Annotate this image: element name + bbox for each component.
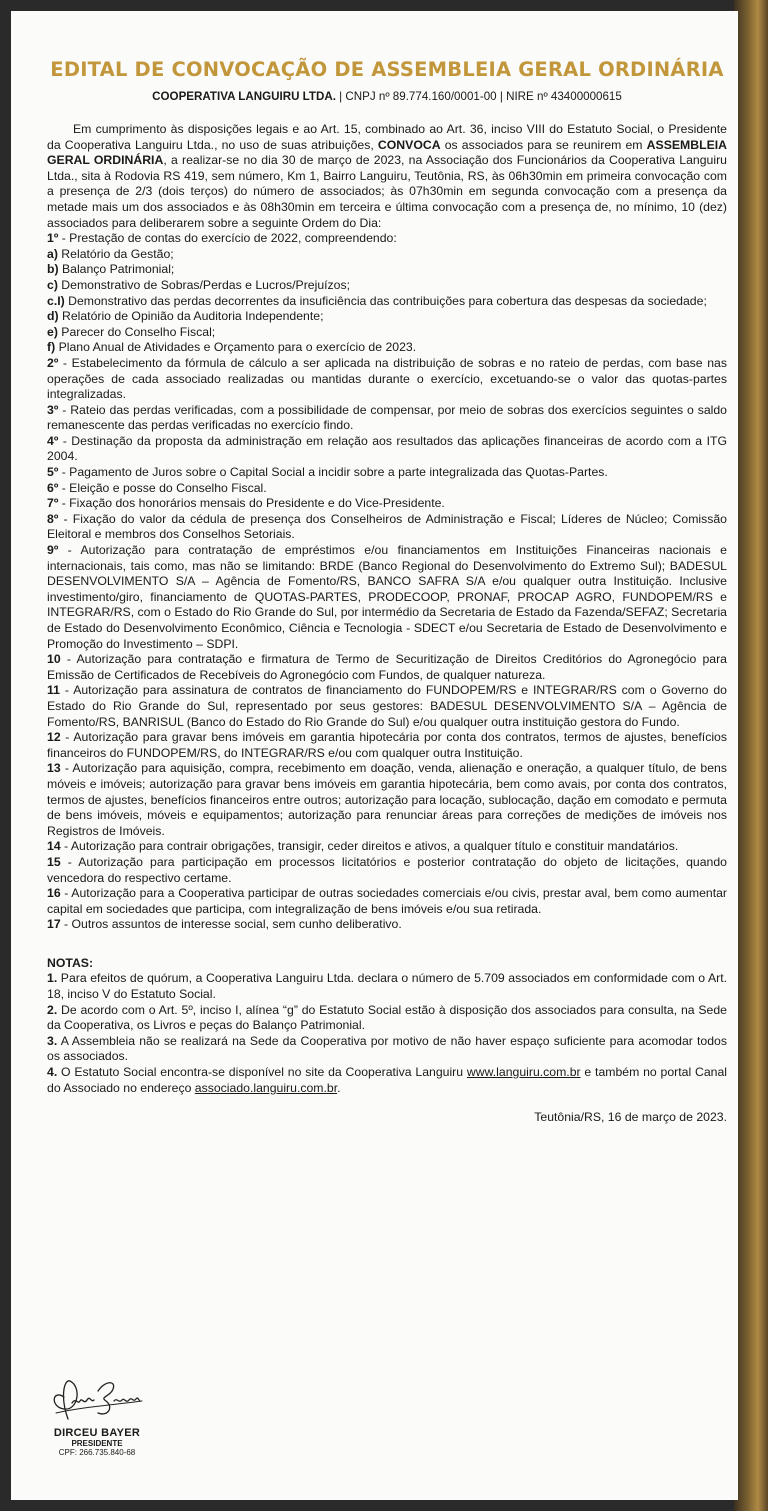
agenda-item-label: 15 — [47, 854, 61, 869]
agenda-item-text: - Estabelecimento da fórmula de cálculo a ser aplicada na distribuição de sobras e no rateio de perdas, com base nas operações de cada associado realizadas ou mantidas durante o exercício, excetuando-se o valor das quotas-partes integralizadas. — [47, 355, 727, 402]
agenda-item-label: 3º — [47, 402, 59, 417]
notes-heading: NOTAS: — [47, 955, 94, 970]
note-item — [47, 1034, 727, 1065]
agenda-item-label: 16 — [47, 886, 61, 901]
agenda-item-label: 4º — [47, 433, 59, 448]
intro-paragraph — [47, 122, 727, 231]
agenda-item-text: Plano Anual de Atividades e Orçamento para o exercício de 2023. — [55, 340, 417, 355]
note-label: 3. — [47, 1033, 58, 1048]
agenda-item-label: c) — [47, 277, 58, 292]
agenda-item — [47, 294, 727, 310]
ordem-do-dia-list — [47, 231, 727, 933]
intro-assembleia: ASSEMBLEIA GERAL ORDINÁRIA — [47, 137, 727, 168]
note-text: Para efeitos de quórum, a Cooperativa Languiru Ltda. declara o número de 5.709 associados em conformidade com o Art. 18, inciso V do Estatuto Social. — [47, 971, 727, 1002]
agenda-item-text: - Pagamento de Juros sobre o Capital Social a incidir sobre a parte integralizada das Quotas-Partes. — [58, 465, 608, 480]
edital-content — [47, 57, 727, 1124]
agenda-item — [47, 465, 727, 481]
signatory-role: PRESIDENTE — [71, 1439, 123, 1448]
agenda-item-text: Relatório da Gestão; — [57, 246, 174, 261]
agenda-item — [47, 403, 727, 434]
note-label: 4. — [47, 1065, 58, 1080]
canal-associado-link[interactable]: associado.languiru.com.br — [194, 1080, 338, 1095]
agenda-item-text: - Outros assuntos de interesse social, sem cunho deliberativo. — [60, 917, 402, 932]
agenda-item — [47, 481, 727, 497]
agenda-item-label: e) — [47, 324, 58, 339]
intro-convoca: CONVOCA — [377, 137, 441, 152]
agenda-item-label: 6º — [47, 480, 59, 495]
agenda-item-label: a) — [47, 246, 58, 261]
agenda-item-label: 1º — [47, 231, 59, 246]
agenda-item-label: 10 — [47, 652, 61, 667]
signatory-name: DIRCEU BAYER — [53, 1427, 141, 1439]
agenda-item-text: - Autorização para a Cooperativa participar de outras sociedades comerciais e/ou civis, prestar aval, bem como aumentar capital em sociedades que participa, com integralização de bens imóveis e/ou sua retirada. — [47, 886, 727, 916]
agenda-item-text: - Autorização para contratação de empréstimos e/ou financiamentos em Instituições Financeiras nacionais e internacionais, tais como, mas não se limitando: BRDE (Banco Regional do Desenvolvimento do Extremo Sul); BADESUL DESENVOLVIMENTO S/A – Agência de Fomento/RS, BANCO SAFRA S/A e/ou qualquer outra Instituição. Inclusive investimento/giro, financiamento de QUOTAS-PARTES, PRODECOOP, PRONAF, PROCAP AGRO, FUNDOPEM/RS e INTEGRAR/RS, com o Estado do Rio Grande do Sul, por intermédio da Secretaria de Estado da Fazenda/SEFAZ; Secretaria de Estado do Desenvolvimento Econômico, Ciência e Tecnologia - SDECT e/ou Secretaria de Estado de Desenvolvimento e Promoção do Investimento – SDPI. — [47, 543, 727, 651]
agenda-item-text: Demonstrativo das perdas decorrentes da insuficiência das contribuições para cobertura das despesas da sociedade; — [64, 293, 707, 308]
agenda-item — [47, 652, 727, 683]
agenda-item — [47, 309, 727, 325]
agenda-item — [47, 434, 727, 465]
agenda-item-label: 12 — [47, 730, 61, 745]
agenda-item — [47, 231, 727, 247]
note-item — [47, 1003, 727, 1034]
agenda-item-label: 11 — [47, 683, 60, 698]
agenda-item — [47, 855, 727, 886]
intro-text-2: os associados para se reunirem em — [440, 137, 647, 152]
agenda-item-label: 17 — [47, 917, 61, 932]
note-text: De acordo com o Art. 5º, inciso I, alínea “g” do Estatuto Social estão à disposição dos associados para consulta, na Sede da Cooperativa, os Livros e peças do Balanço Patrimonial. — [47, 1002, 727, 1033]
note-text: O Estatuto Social encontra-se disponível no site da Cooperativa Languiru — [57, 1065, 467, 1080]
agenda-item-text: - Autorização para assinatura de contratos de financiamento do FUNDOPEM/RS e INTEGRAR/RS com o Governo do Estado do Rio Grande do Sul, representado por seus gestores: BADESUL DESENVOLVIMENTO S/A – Agência de Fomento/RS, BANRISUL (Banco do Estado do Rio Grande do Sul) e/ou qualquer outra instituição gestora do Fundo. — [47, 683, 727, 729]
agenda-item-label: 7º — [47, 496, 59, 511]
signatory-cpf: CPF: 266.735.840-68 — [58, 1448, 136, 1457]
agenda-item — [47, 730, 727, 761]
note-text: A Assembleia não se realizará na Sede da Cooperativa por motivo de não haver espaço suficiente para acomodar todos os associados. — [47, 1033, 727, 1064]
agenda-item — [47, 917, 727, 933]
agenda-item — [47, 325, 727, 341]
agenda-item-label: b) — [47, 262, 59, 277]
agenda-item-label: 8º — [47, 511, 59, 526]
agenda-item-text: - Autorização para participação em processos licitatórios e posterior contratação do objeto de licitações, quando vencedora do respectivo certame. — [47, 854, 727, 885]
agenda-item-text: - Autorização para gravar bens imóveis em garantia hipotecária por conta dos contratos, termos de ajustes, benefícios financeiros do FUNDOPEM/RS, do INTEGRAR/RS e/ou com qualquer outra Instituição. — [47, 730, 727, 760]
note-label: 1. — [47, 971, 58, 986]
agenda-item-text: - Destinação da proposta da administração em relação aos resultados das aplicações financeiras de acordo com a ITG 2004. — [47, 433, 727, 464]
company-identification — [47, 89, 727, 105]
agenda-item-label: 2º — [47, 355, 59, 370]
agenda-item-text: Relatório de Opinião da Auditoria Independente; — [58, 309, 324, 324]
agenda-item — [47, 278, 727, 294]
document-title: EDITAL DE CONVOCAÇÃO DE ASSEMBLEIA GERAL ORDINÁRIA — [50, 58, 724, 81]
intro-text-1: Em cumprimento às disposições legais e ao Art. 15, combinado ao Art. 36, inciso VIII do Estatuto Social, o Presidente da Cooperativa Languiru Ltda., no uso de suas atribuições, — [47, 122, 727, 152]
agenda-item-label: 13 — [47, 761, 61, 776]
agenda-item — [47, 340, 727, 356]
handwritten-signature — [42, 1367, 152, 1427]
agenda-item-text: - Eleição e posse do Conselho Fiscal. — [58, 480, 267, 495]
agenda-item — [47, 262, 727, 278]
agenda-item-text: Demonstrativo de Sobras/Perdas e Lucros/Prejuízos; — [57, 277, 351, 292]
agenda-item-label: 9º — [47, 543, 59, 558]
signature-block — [27, 1367, 167, 1457]
agenda-item — [47, 512, 727, 543]
agenda-item-text: - Autorização para contrair obrigações, transigir, ceder direitos e ativos, a qualquer título e constituir mandatários. — [60, 839, 679, 854]
intro-text-3: , a realizar-se no dia 30 de março de 2023, na Associação dos Funcionários da Cooperativa Languiru Ltda., sita à Rodovia RS 419, sem número, Km 1, Bairro Languiru, Teutônia, RS, às 06h30min em primeira convocação com a presença de 2/3 (dois terços) do número de associados; às 07h30min em segunda convocação com a presença da metade mais um dos associados e às 08h30min em terceira e última convocação com a presença de, no mínimo, 10 (dez) associados para deliberarem sobre a seguinte Ordem do Dia: — [47, 153, 727, 230]
company-name: COOPERATIVA LANGUIRU LTDA. — [152, 90, 336, 103]
languiru-website-link[interactable]: www.languiru.com.br — [466, 1065, 581, 1080]
agenda-item — [47, 543, 727, 652]
agenda-item — [47, 839, 727, 855]
agenda-item — [47, 247, 727, 263]
place-and-date: Teutônia/RS, 16 de março de 2023. — [534, 1110, 727, 1125]
agenda-item-text: - Autorização para aquisição, compra, recebimento em doação, venda, alienação e oneração, a qualquer título, de bens móveis e imóveis; autorização para gravar bens imóveis em garantia hipotecária, bem como avais, por conta dos contratos, termos de ajustes, benefícios financeiros entre outros; autorização para locação, sublocação, dação em comodato e permuta de bens imóveis, móveis e equipamentos; autorização para renunciar áreas para correções de medições de imóveis nos Registros de Imóveis. — [47, 761, 727, 838]
agenda-item-text: - Autorização para contratação e firmatura de Termo de Securitização de Direitos Creditórios do Agronegócio para Emissão de Certificados de Recebíveis do Agronegócio com Fundos, de qualquer natureza. — [47, 652, 727, 682]
agenda-item-text: - Fixação dos honorários mensais do Presidente e do Vice-Presidente. — [58, 496, 445, 511]
agenda-item-label: f) — [47, 340, 56, 355]
agenda-item-text: - Prestação de contas do exercício de 2022, compreendendo: — [58, 231, 397, 246]
agenda-item-label: 5º — [47, 465, 59, 480]
note-item — [47, 1065, 727, 1096]
agenda-item-label: 14 — [47, 839, 61, 854]
agenda-item-text: - Fixação do valor da cédula de presença dos Conselheiros de Administração e Fiscal; Líderes de Núcleo; Comissão Eleitoral e membros dos Conselhos Setoriais. — [47, 511, 727, 542]
agenda-item-text: - Rateio das perdas verificadas, com a possibilidade de compensar, por meio de sobras dos exercícios seguintes o saldo remanescente das perdas verificadas no exercício findo. — [47, 402, 727, 433]
edital-sheet — [11, 11, 738, 1500]
notes-list — [47, 971, 727, 1096]
decorative-gold-edge — [734, 0, 768, 1511]
agenda-item — [47, 886, 727, 917]
agenda-item-text: Balanço Patrimonial; — [58, 262, 175, 277]
agenda-item-label: c.I) — [47, 293, 65, 308]
agenda-item — [47, 683, 727, 730]
agenda-item-label: d) — [47, 309, 59, 324]
nire: | NIRE nº 43400000615 — [499, 90, 622, 103]
agenda-item-text: Parecer do Conselho Fiscal; — [57, 324, 216, 339]
note-text: . — [337, 1080, 341, 1095]
agenda-item — [47, 356, 727, 403]
note-label: 2. — [47, 1002, 58, 1017]
note-text: e também no portal Canal do Associado no endereço — [47, 1065, 728, 1095]
agenda-item — [47, 761, 727, 839]
agenda-item — [47, 496, 727, 512]
note-item — [47, 971, 727, 1002]
cnpj: | CNPJ nº 89.774.160/0001-00 — [339, 90, 497, 103]
